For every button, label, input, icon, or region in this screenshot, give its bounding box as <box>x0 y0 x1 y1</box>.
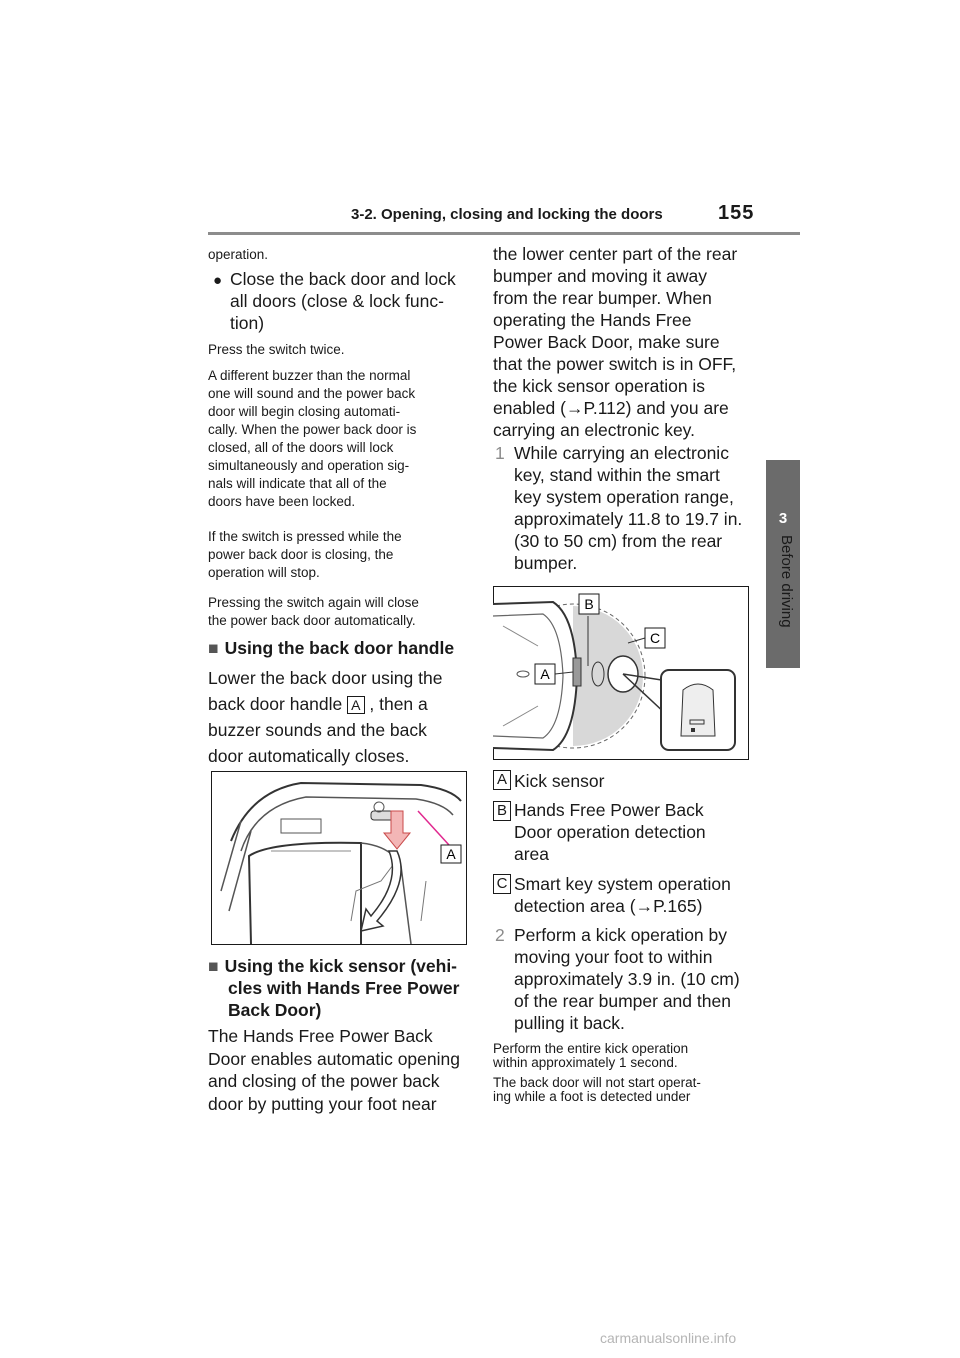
legend-text-a: Kick sensor <box>514 771 605 791</box>
label-a-inline: A <box>347 696 364 714</box>
back-door-figure <box>211 771 467 945</box>
note-kick-timing: Perform the entire kick operation within approximately 1 second. <box>493 1041 689 1070</box>
square-icon: ■ <box>208 638 219 658</box>
text-press-twice: Press the switch twice. <box>208 342 345 357</box>
note-foot-detected: The back door will not start operat- ing while a foot is detected under <box>493 1075 701 1104</box>
legend-text-c: Smart key system operation detection area (→P.165) <box>514 874 731 916</box>
page-number: 155 <box>718 202 755 224</box>
footer-watermark: carmanualsonline.info <box>600 1330 737 1346</box>
text-buzzer-paragraph: A different buzzer than the normal one will sound and the power back door will begin closing automati- cally. When the power back door is closed, all of the doors will lock simultaneously and operation sig- nals will indicate that all of the doors have been locked. <box>208 368 417 509</box>
kick-body-paragraph: The Hands Free Power Back Door enables automatic opening and closing of the power back door by putting your foot near <box>208 1026 460 1114</box>
chapter-label: Before driving <box>778 535 795 628</box>
legend-key-b: B <box>493 801 511 821</box>
figure2-label-b: B <box>584 596 594 612</box>
bullet-close-lock: Close the back door and lock all doors (close & lock func- tion) <box>230 269 456 333</box>
text-operation: operation. <box>208 247 269 262</box>
bullet-icon: ● <box>213 272 223 289</box>
step2-text: Perform a kick operation by moving your foot to within approximately 3.9 in. (10 cm) of the rear bumper and then pulling it back. <box>514 925 740 1033</box>
text-pressed-closing: If the switch is pressed while the power back door is closing, the operation will stop. <box>208 529 402 580</box>
legend-key-c: C <box>493 874 511 894</box>
kick-continued-paragraph: the lower center part of the rear bumper and moving it away from the rear bumper. When operating the Hands Free Power Back Door, make sure that the power switch is in OFF, the kick sensor operation is enabled (→P.112) and you are carrying an electronic key. <box>493 244 738 440</box>
legend-text-b: Hands Free Power Back Door operation detection area <box>514 800 706 864</box>
text-press-again: Pressing the switch again will close the power back door automatically. <box>208 595 419 628</box>
step1-number: 1 <box>495 443 505 463</box>
square-icon: ■ <box>208 956 219 976</box>
figure2-label-c: C <box>649 630 661 646</box>
handle-paragraph: Lower the back door using the back door handle A , then a buzzer sounds and the back door automatically closes. <box>208 668 443 766</box>
kick-sensor-figure <box>493 586 749 760</box>
step1-text: While carrying an electronic key, stand within the smart key system operation range, approximately 11.8 to 19.7 in. (30 to 50 cm) from the rear bumper. <box>514 443 743 573</box>
step2-number: 2 <box>495 925 505 945</box>
heading-kick-sensor: ■ Using the kick sensor (vehi- cles with Hands Free Power Back Door) <box>208 956 460 1020</box>
chapter-number: 3 <box>778 510 788 527</box>
figure1-label-a: A <box>446 846 456 862</box>
heading-back-door-handle: ■ Using the back door handle <box>208 638 455 658</box>
header-rule <box>208 232 800 235</box>
legend-key-a: A <box>493 770 511 790</box>
figure2-label-a: A <box>540 666 550 682</box>
section-title: 3-2. Opening, closing and locking the doors <box>351 206 663 223</box>
